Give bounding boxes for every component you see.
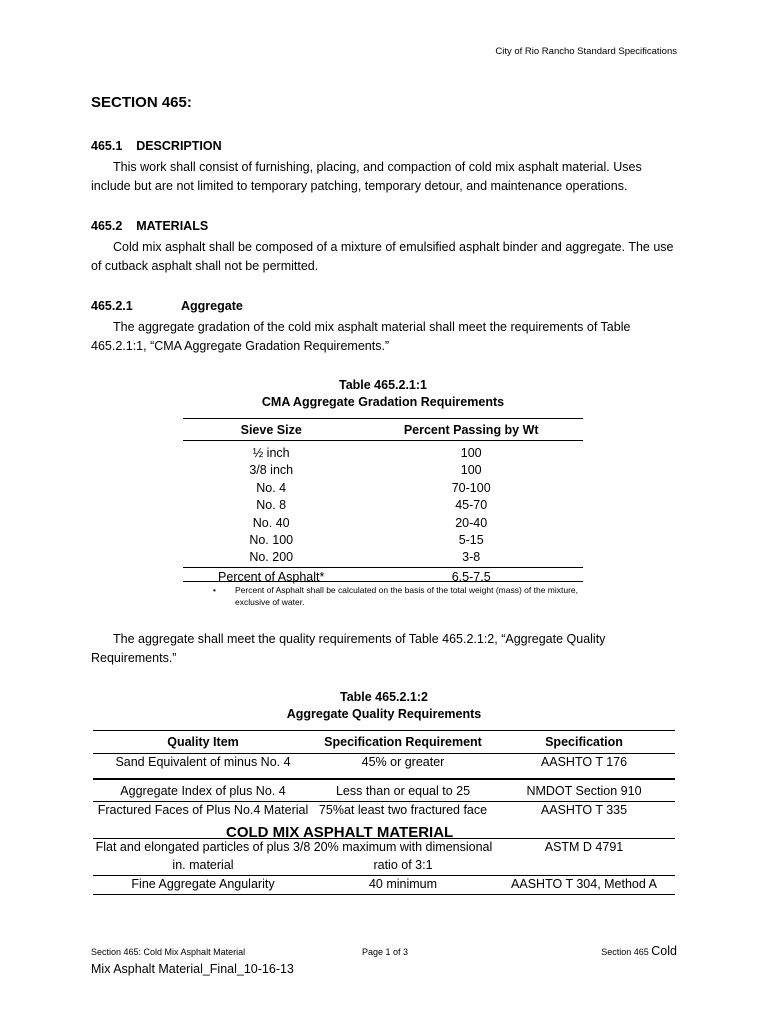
table1-title: CMA Aggregate Gradation Requirements bbox=[261, 395, 505, 409]
sieve-size: No. 200 bbox=[249, 550, 294, 565]
quality-item: Flat and elongated particles of plus 3/8 in. material bbox=[93, 839, 313, 876]
gradation-table bbox=[183, 418, 583, 587]
heading-465-2-1 bbox=[91, 299, 243, 313]
specification: AASHTO T 304, Method A bbox=[493, 876, 675, 895]
specification: NMDOT Section 910 bbox=[493, 779, 675, 802]
sieve-size: ½ inch bbox=[252, 446, 290, 460]
table2-caption bbox=[93, 690, 675, 721]
quality-table bbox=[93, 730, 675, 895]
percent-passing: 20-40 bbox=[455, 515, 488, 530]
spec-requirement: 75%at least two fractured face bbox=[313, 802, 493, 839]
running-header: City of Rio Rancho Standard Specifications bbox=[495, 46, 677, 57]
sieve-size: No. 40 bbox=[252, 515, 290, 530]
table2-number: Table 465.2.1:2 bbox=[339, 690, 428, 704]
bullet-icon: • bbox=[213, 585, 216, 595]
percent-passing: 100 bbox=[460, 463, 482, 478]
table-row bbox=[183, 480, 583, 497]
heading-number: 465.2 bbox=[91, 219, 123, 233]
column-header: Percent Passing by Wt bbox=[359, 419, 583, 441]
heading-text: MATERIALS bbox=[136, 219, 209, 233]
table1-caption bbox=[183, 378, 583, 409]
table-row bbox=[183, 515, 583, 532]
sieve-size: No. 8 bbox=[256, 498, 287, 513]
section-name: COLD MIX ASPHALT MATERIAL bbox=[226, 824, 454, 841]
table-row bbox=[93, 754, 675, 780]
percent-passing: 5-15 bbox=[458, 533, 484, 548]
paragraph-materials: Cold mix asphalt shall be composed of a mixture of emulsified asphalt binder and aggregate. The use of cutback asphalt shall not be permitted. bbox=[91, 240, 674, 273]
footer-right-big: Cold bbox=[651, 944, 677, 958]
table-row bbox=[93, 839, 675, 876]
footer-line2: Mix Asphalt Material_Final_10-16-13 bbox=[91, 962, 294, 976]
table-row bbox=[93, 802, 675, 839]
section-number: SECTION 465: bbox=[91, 94, 192, 111]
column-header: Quality Item bbox=[93, 731, 313, 754]
spec-requirement: 45% or greater bbox=[313, 754, 493, 780]
quality-item: Sand Equivalent of minus No. 4 bbox=[93, 754, 313, 780]
heading-465-2 bbox=[91, 219, 208, 233]
paragraph-aggregate: The aggregate gradation of the cold mix asphalt material shall meet the requirements of Table 465.2.1:1, “CMA Aggregate Gradation Requirements.” bbox=[91, 320, 631, 353]
footer-left: Section 465: Cold Mix Asphalt Material bbox=[91, 947, 246, 957]
quality-item: Fine Aggregate Angularity bbox=[93, 876, 313, 895]
table-header-row bbox=[93, 731, 675, 754]
column-header: Sieve Size bbox=[183, 419, 359, 441]
specification: AASHTO T 176 bbox=[493, 754, 675, 780]
table-row bbox=[93, 876, 675, 895]
quality-item: Fractured Faces of Plus No.4 Material bbox=[93, 802, 313, 839]
spec-requirement: 20% maximum with dimensional ratio of 3:1 bbox=[313, 839, 493, 876]
sieve-size: Percent of Asphalt* bbox=[183, 567, 359, 587]
heading-465-1 bbox=[91, 139, 222, 153]
spec-requirement: 40 minimum bbox=[313, 876, 493, 895]
percent-passing: 6.5-7.5 bbox=[359, 567, 583, 587]
table1-number: Table 465.2.1:1 bbox=[338, 378, 427, 392]
percent-passing: 70-100 bbox=[451, 480, 491, 495]
table-header-row bbox=[183, 419, 583, 441]
table-row bbox=[183, 549, 583, 567]
specification: ASTM D 4791 bbox=[493, 839, 675, 876]
sieve-size: No. 4 bbox=[256, 480, 287, 495]
heading-text: Aggregate bbox=[181, 299, 243, 313]
heading-number: 465.2.1 bbox=[91, 299, 133, 313]
footer-right-small: Section 465 bbox=[601, 947, 649, 957]
spec-requirement: Less than or equal to 25 bbox=[313, 779, 493, 802]
table-row bbox=[183, 462, 583, 479]
footer-right bbox=[601, 944, 677, 958]
table-row bbox=[183, 532, 583, 549]
table-row bbox=[183, 441, 583, 463]
percent-passing: 3-8 bbox=[462, 550, 481, 565]
paragraph-description: This work shall consist of furnishing, placing, and compaction of cold mix asphalt material. Uses include but are not limited to temporary patching, temporary detour, and maintenance operations. bbox=[91, 160, 642, 193]
heading-text: DESCRIPTION bbox=[136, 139, 222, 153]
heading-number: 465.1 bbox=[91, 139, 123, 153]
table-row bbox=[183, 497, 583, 514]
footer-page-number: Page 1 of 3 bbox=[362, 947, 409, 957]
column-header: Specification Requirement bbox=[313, 731, 493, 754]
table1-footnote bbox=[183, 581, 583, 608]
quality-item: Aggregate Index of plus No. 4 bbox=[93, 779, 313, 802]
paragraph-quality: The aggregate shall meet the quality requirements of Table 465.2.1:2, “Aggregate Quality Requirements.” bbox=[91, 632, 606, 665]
specification: AASHTO T 335 bbox=[493, 802, 675, 839]
column-header: Specification bbox=[493, 731, 675, 754]
sieve-size: No. 100 bbox=[249, 533, 294, 548]
sieve-size: 3/8 inch bbox=[249, 463, 294, 478]
table2-title: Aggregate Quality Requirements bbox=[286, 707, 482, 721]
table-row bbox=[93, 779, 675, 802]
footnote-text: Percent of Asphalt shall be calculated on the basis of the total weight (mass) of the mixture, exclusive of water. bbox=[235, 585, 579, 607]
percent-passing: 100 bbox=[460, 446, 482, 460]
percent-passing: 45-70 bbox=[455, 498, 488, 513]
